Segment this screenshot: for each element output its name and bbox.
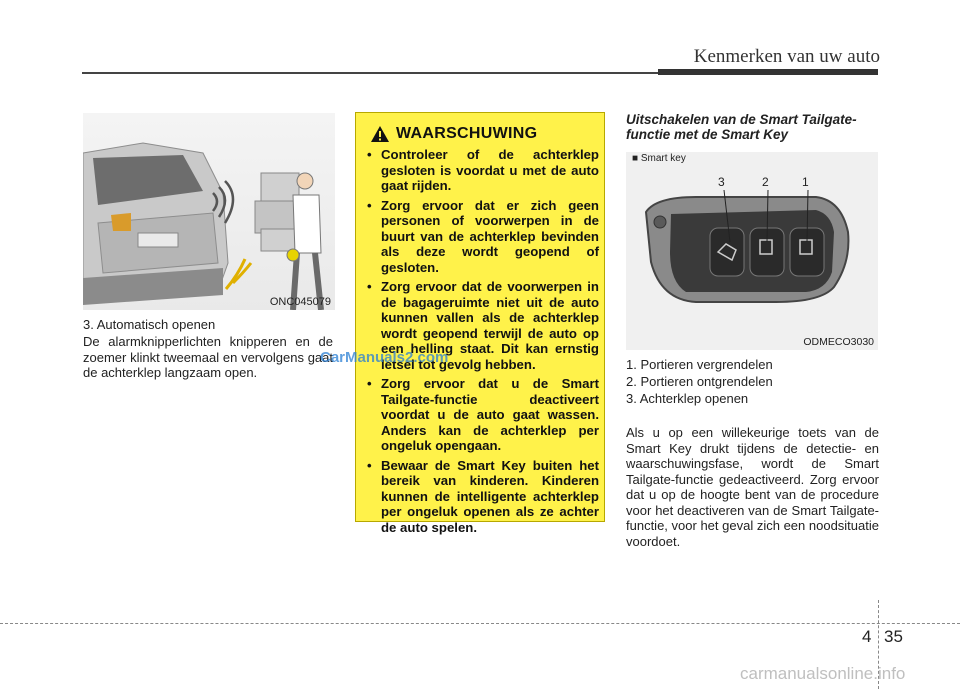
right-body-text: Als u op een willekeurige toets van de Smart Key drukt tijdens de detectie- en waarschuwingsfase, wordt de Smart Tailgate-functie gedeactiveerd. Zorg ervoor dat u op de hoogte bent van de procedure voor het deactiveren van de Smart Tailgate-functie, voor het geval zich een noodsituatie voordoet.: [626, 425, 879, 549]
warning-item: • Zorg ervoor dat de voorwerpen in de bagageruimte niet uit de auto kunnen vallen als de achterklep wordt geopend terwijl de auto op een helling staat. Dit kan ernstig letsel tot gevolg hebben.: [365, 279, 599, 372]
key-button-list: [626, 356, 773, 407]
callout-2: 2: [762, 175, 769, 189]
car-rear-illustration: [83, 113, 335, 310]
watermark-bottom: carmanualsonline.info: [740, 664, 906, 683]
header-rule: [82, 72, 658, 74]
image-code: ONC045079: [269, 296, 331, 308]
list-item: 3. Achterklep openen: [626, 391, 749, 406]
warning-title: WAARSCHUWING: [396, 125, 538, 142]
warning-list: [365, 147, 599, 539]
chapter-number: 4: [862, 627, 872, 646]
watermark-overlay: CarManuals2.com: [320, 349, 449, 366]
warning-box: [355, 112, 605, 535]
step-heading: 3. Automatisch openen: [83, 317, 216, 332]
footer-rule: [0, 623, 960, 624]
callout-3: 3: [718, 175, 725, 189]
smart-key-drawing: [626, 152, 878, 350]
callout-1: 1: [802, 175, 809, 189]
warning-triangle-icon: [370, 125, 390, 143]
warning-item: • Zorg ervoor dat er zich geen personen of voorwerpen in de buurt van de achterklep bevinden als deze wordt geopend of gesloten.: [365, 198, 599, 276]
section-heading: Uitschakelen van de Smart Tailgate-functie met de Smart Key: [626, 112, 857, 142]
smart-key-illustration: [626, 152, 878, 350]
header-rule-thick: [658, 69, 878, 75]
tailgate-opening-illustration: [83, 113, 335, 310]
list-item: 1. Portieren vergrendelen: [626, 357, 773, 372]
list-item: 2. Portieren ontgrendelen: [626, 374, 773, 389]
warning-item: • Zorg ervoor dat u de Smart Tailgate-functie deactiveert voordat u de auto gaat wassen. Anders kan de achterklep per ongeluk opengaan.: [365, 376, 599, 454]
section-title: Kenmerken van uw auto: [693, 46, 880, 67]
warning-item: • Bewaar de Smart Key buiten het bereik van kinderen. Kinderen kunnen de intelligente achterklep per ongeluk openen als ze achter de auto spelen.: [365, 458, 599, 536]
left-body-text: De alarmknipperlichten knipperen en de zoemer klinkt tweemaal en vervolgens gaat de achterklep langzaam open.: [83, 334, 333, 380]
image-label: ■ Smart key: [632, 153, 686, 164]
warning-item: • Controleer of de achterklep gesloten is voordat u met de auto gaat rijden.: [365, 147, 599, 194]
page-number: 35: [884, 627, 903, 646]
image-code: ODMECO3030: [803, 336, 874, 348]
